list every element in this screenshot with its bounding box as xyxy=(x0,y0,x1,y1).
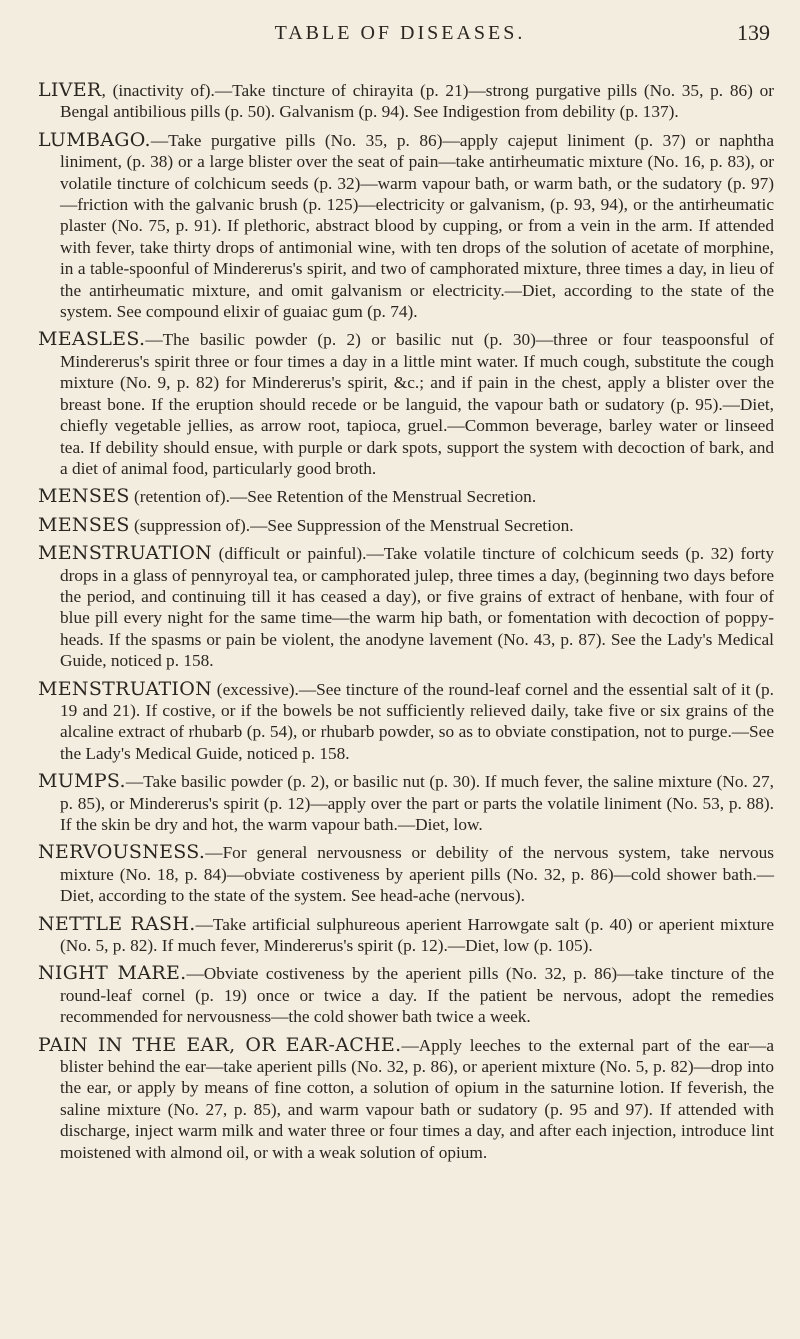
entry-term: LIVER xyxy=(38,79,102,101)
entry-text: —See tincture of the round-leaf cornel and the essential salt of it (p. 19 and 21). If costive, or if the bowels be not sufficiently relieved daily, take five or six grains of the alcaline extract of rhubarb (p. 54), or rhubarb powder, so as to obviate constipation, not to purge.—See the Lady's Medical Guide, noticed p. 158. xyxy=(60,679,774,763)
entry-qualifier: (difficult or painful). xyxy=(212,544,367,564)
running-title: TABLE OF DISEASES. xyxy=(274,22,526,44)
page-header xyxy=(0,16,800,52)
entry-text: —Take artificial sulphureous aperient Harrowgate salt (p. 40) or aperient mixture (No. 5, p. 82). If much fever, Mindererus's spirit (p. 12).—Diet, low (p. 105). xyxy=(60,914,774,956)
entry-menses-retention xyxy=(38,486,774,507)
entry-menses-suppression xyxy=(38,515,774,536)
entry-qualifier: , (inactivity of). xyxy=(101,81,215,100)
entry-night-mare xyxy=(38,963,774,1027)
entry-text: —Take volatile tincture of colchicum seeds (p. 32) forty drops in a glass of pennyroyal tea, or camphorated julep, three times a day, (beginning two days before the period, and continuing till it has ceased a day), or five grains of extract of henbane, with four of blue pill every night for the same time—the warm hip bath, or fomentation with decoction of poppy-heads. If the spasms or pain be violent, the anodyne lavement (No. 43, p. 87). See the Lady's Medical Guide, noticed p. 158. xyxy=(60,544,774,671)
entry-text: —The basilic powder (p. 2) or basilic nut (p. 30)—three or four teaspoonsful of Mindererus's spirit three or four times a day in a little mint water. If much cough, substitute the cough mixture (No. 9, p. 82) for Mindererus's spirit, &c.; and if pain in the chest, apply a blister over the breast bone. If the eruption should recede or be languid, the vapour bath or sudatory (p. 95).—Diet, chiefly vegetable jellies, as arrow root, tapioca, gruel.—Common beverage, barley water or linseed tea. If debility should ensue, with purple or dark spots, support the system with decoction of bark, and a diet of animal food, particularly good broth. xyxy=(60,330,774,478)
entry-menstruation-painful xyxy=(38,543,774,671)
entry-ear-ache xyxy=(38,1035,774,1163)
entry-text: —Obviate costiveness by the aperient pills (No. 32, p. 86)—take tincture of the round-leaf cornel (p. 19) once or twice a day. If the patient be nervous, adopt the remedies recommended for nervousness—the cold shower bath twice a week. xyxy=(60,964,774,1027)
entry-liver xyxy=(38,80,774,123)
entry-term: NERVOUSNESS. xyxy=(38,841,206,864)
entry-nettle-rash xyxy=(38,914,774,957)
entry-term: MENSES xyxy=(38,485,130,508)
entry-measles xyxy=(38,329,774,479)
entry-text: —Apply leeches to the external part of the ear—a blister behind the ear—take aperient pills (No. 32, p. 86), or aperient mixture (No. 5, p. 82)—drop into the ear, or apply by means of fine cotton, a solution of opium in the saturnine lotion. If feverish, the saline mixture (No. 27, p. 85), and warm vapour bath or sudatory (p. 95 and 97). If attended with discharge, inject warm milk and water three or four times a day, and after each injection, introduce lint moistened with almond oil, or with a weak solution of opium. xyxy=(60,1035,774,1162)
entry-term: NIGHT MARE. xyxy=(38,962,187,985)
entry-text: —See Retention of the Menstrual Secretion. xyxy=(229,487,537,507)
entries-list xyxy=(38,80,774,1170)
entry-term: PAIN IN THE EAR, OR EAR-ACHE. xyxy=(38,1033,402,1056)
entry-term: MUMPS. xyxy=(38,770,126,793)
entry-term: MEASLES. xyxy=(38,328,146,351)
entry-term: MENSTRUATION xyxy=(38,677,213,700)
entry-term: LUMBAGO. xyxy=(38,128,151,151)
entry-qualifier: (retention of). xyxy=(129,487,230,507)
entry-qualifier: (suppression of). xyxy=(129,515,251,535)
entry-term: NETTLE RASH. xyxy=(38,912,196,935)
entry-menstruation-excessive xyxy=(38,679,774,765)
entry-term: MENSTRUATION xyxy=(38,542,213,565)
entry-mumps xyxy=(38,771,774,835)
entry-text: —See Suppression of the Menstrual Secretion. xyxy=(250,515,574,535)
page-number: 139 xyxy=(737,20,770,45)
entry-qualifier: (excessive). xyxy=(212,679,299,699)
entry-text: —Take tincture of chirayita (p. 21)—strong purgative pills (No. 35, p. 86) or Bengal antibilious pills (p. 50). Galvanism (p. 94). See Indigestion from debility (p. 137). xyxy=(60,81,774,122)
entry-lumbago xyxy=(38,130,774,323)
entry-nervousness xyxy=(38,842,774,906)
entry-text: —Take basilic powder (p. 2), or basilic nut (p. 30). If much fever, the saline mixture (No. 27, p. 85), or Mindererus's spirit (p. 12)—apply over the part or parts the volatile liniment (No. 53, p. 88). If the skin be dry and hot, the warm vapour bath.—Diet, low. xyxy=(60,772,774,834)
entry-term: MENSES xyxy=(38,513,130,536)
entry-text: —Take purgative pills (No. 35, p. 86)—apply cajeput liniment (p. 37) or naphtha liniment, (p. 38) or a large blister over the seat of pain—take antirheumatic mixture (No. 16, p. 83), or volatile tincture of colchicum seeds (p. 32)—warm vapour bath, or warm bath, or the sudatory (p. 97)—friction with the galvanic brush (p. 125)—electricity or galvanism, (p. 93, 94), or the antirheumatic plaster (No. 75, p. 91). If plethoric, abstract blood by cupping, or from a vein in the arm. If attended with fever, take thirty drops of antimonial wine, with ten drops of the solution of acetate of morphine, in a table-spoonful of Mindererus's spirit, and two of camphorated mixture, three times a day, in lieu of the antirheumatic mixture, and omit galvanism or electricity.—Diet, according to the state of the system. See compound elixir of guaiac gum (p. 74). xyxy=(60,130,774,322)
entry-text: —For general nervousness or debility of the nervous system, take nervous mixture (No. 18, p. 84)—obviate costiveness by aperient pills (No. 32, p. 86)—cold shower bath.—Diet, according to the state of the system. See head-ache (nervous). xyxy=(60,843,774,906)
